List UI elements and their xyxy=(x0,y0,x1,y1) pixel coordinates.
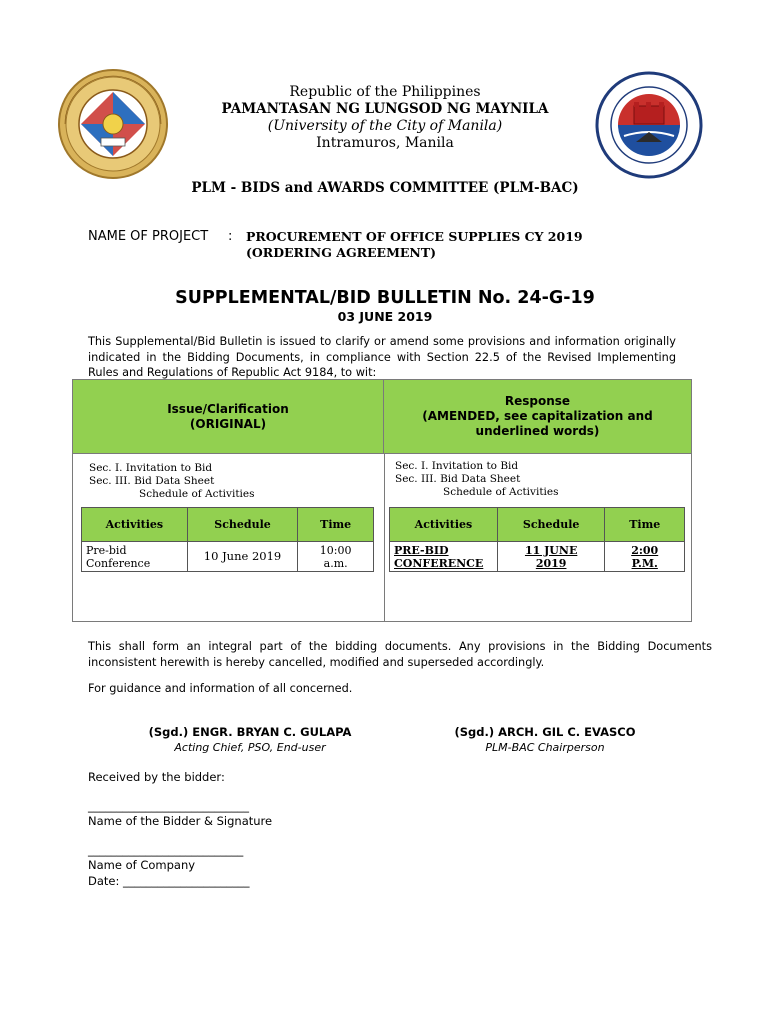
amendment-table xyxy=(72,379,692,622)
project-colon: : xyxy=(228,229,233,244)
amended-schedule-line1: 11 JUNE xyxy=(524,543,578,557)
amended-header xyxy=(384,380,691,454)
amended-time-cell xyxy=(605,542,685,572)
bidder-signature-line[interactable]: ____________________________ xyxy=(88,799,249,813)
signatory-2-title: PLM-BAC Chairperson xyxy=(485,741,605,754)
column-divider xyxy=(384,454,385,621)
bulletin-title: SUPPLEMENTAL/BID BULLETIN No. 24-G-19 xyxy=(175,288,595,308)
amended-header-line3: underlined words) xyxy=(475,424,600,438)
original-section-reference xyxy=(89,462,255,501)
amended-header-line1: Response xyxy=(504,394,571,408)
amended-section-line3: Schedule of Activities xyxy=(443,486,559,498)
signatory-1-title: Acting Chief, PSO, End-user xyxy=(174,741,326,754)
original-col-time: Time xyxy=(298,508,374,542)
original-time-cell xyxy=(298,542,374,572)
bidder-signature-label: Name of the Bidder & Signature xyxy=(88,814,273,828)
received-label: Received by the bidder: xyxy=(88,770,225,784)
original-section-line3: Schedule of Activities xyxy=(139,488,255,500)
original-col-activities: Activities xyxy=(82,508,188,542)
original-col-schedule: Schedule xyxy=(187,508,298,542)
original-time-line1: 10:00 xyxy=(319,543,352,557)
original-section-line1: Sec. I. Invitation to Bid xyxy=(89,462,213,474)
signatory-2-name: (Sgd.) ARCH. GIL C. EVASCO xyxy=(454,725,636,739)
original-activity-line1: Pre-bid xyxy=(86,543,127,557)
amended-time-line1: 2:00 xyxy=(631,543,659,557)
bulletin-date: 03 JUNE 2019 xyxy=(337,309,433,324)
intro-paragraph: This Supplemental/Bid Bulletin is issued to clarify or amend some provisions and information originally indicated in the Bidding Documents, in compliance with Section 22.5 of the Revised Implementing Rules and Regulations of Republic Act 9184, to wit: xyxy=(88,335,676,379)
project-label: NAME OF PROJECT xyxy=(88,229,209,244)
original-schedule-table xyxy=(81,507,374,572)
amended-schedule-cell xyxy=(497,542,605,572)
original-activity-line2: Conference xyxy=(86,556,151,570)
amended-col-activities: Activities xyxy=(390,508,498,542)
header-university-english: (University of the City of Manila) xyxy=(267,118,503,134)
amended-col-schedule: Schedule xyxy=(497,508,605,542)
signatory-1-name: (Sgd.) ENGR. BRYAN C. GULAPA xyxy=(148,725,352,739)
amended-header-line2: (AMENDED, see capitalization and xyxy=(422,409,653,423)
original-time-line2: a.m. xyxy=(323,556,348,570)
guidance-paragraph: For guidance and information of all concerned. xyxy=(88,682,353,695)
committee-title: PLM - BIDS and AWARDS COMMITTEE (PLM-BAC) xyxy=(191,180,579,196)
header-country: Republic of the Philippines xyxy=(289,84,481,100)
original-header xyxy=(73,380,384,454)
company-label: Name of Company xyxy=(88,858,196,872)
original-header-line2: (ORIGINAL) xyxy=(189,416,267,431)
company-line[interactable]: ___________________________ xyxy=(88,843,244,857)
amended-col-time: Time xyxy=(605,508,685,542)
amended-schedule-line2: 2019 xyxy=(535,556,567,570)
original-header-line1: Issue/Clarification xyxy=(167,401,289,416)
original-schedule-cell: 10 June 2019 xyxy=(187,542,298,572)
closing-paragraph: This shall form an integral part of the bidding documents. Any provisions in the Bidding Documents inconsistent herewith is hereby cancelled, modified and superseded accordingly. xyxy=(88,640,712,669)
original-section-line2: Sec. III. Bid Data Sheet xyxy=(89,475,215,487)
amended-activity-cell xyxy=(390,542,498,572)
amended-activity-line1: PRE-BID xyxy=(394,543,449,557)
project-name-line2: (ORDERING AGREEMENT) xyxy=(246,245,437,260)
amended-schedule-table xyxy=(389,507,685,572)
amended-section-line1: Sec. I. Invitation to Bid xyxy=(395,460,519,472)
project-name xyxy=(246,229,583,261)
amended-activity-line2: CONFERENCE xyxy=(394,556,484,570)
original-activity-cell xyxy=(82,542,188,572)
date-field[interactable]: Date: ______________________ xyxy=(88,874,250,888)
amended-time-line2: P.M. xyxy=(631,556,658,570)
header-university: PAMANTASAN NG LUNGSOD NG MAYNILA xyxy=(221,101,549,117)
project-name-line1: PROCUREMENT OF OFFICE SUPPLIES CY 2019 xyxy=(246,229,583,244)
amended-section-line2: Sec. III. Bid Data Sheet xyxy=(395,473,521,485)
amended-section-reference xyxy=(395,460,559,499)
header-location: Intramuros, Manila xyxy=(316,135,454,151)
